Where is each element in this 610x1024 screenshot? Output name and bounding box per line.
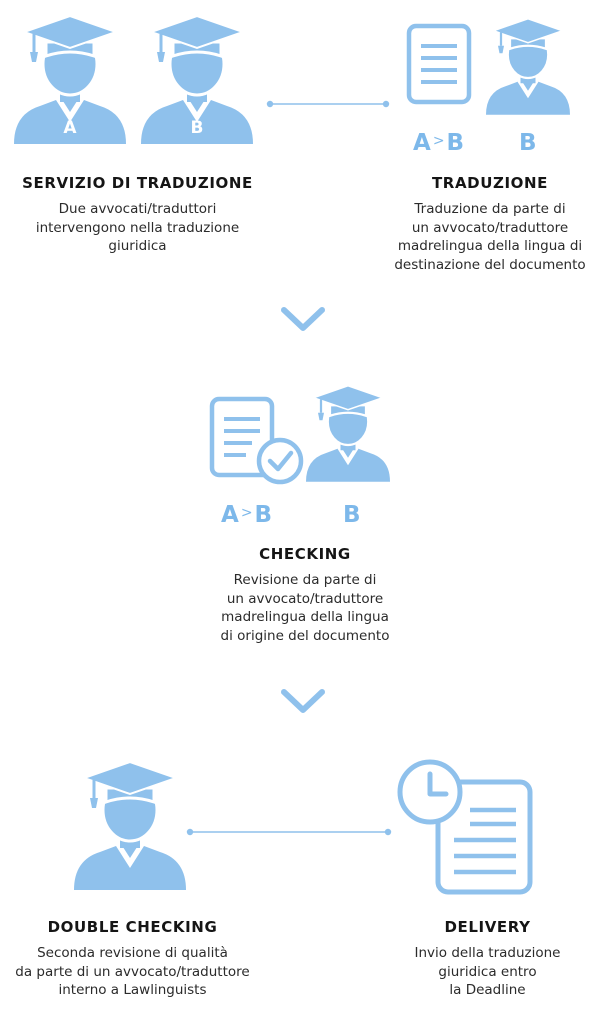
step-description-traduzione: Traduzione da parte di un avvocato/traduttore madrelingua della lingua di destinazione del documento — [394, 201, 586, 273]
language-pair-label: A >B — [221, 502, 273, 528]
document-icon — [405, 22, 475, 106]
target-language-label: B — [343, 502, 361, 528]
step-title-servizio: SERVIZIO DI TRADUZIONE — [22, 174, 253, 192]
chevron-down-icon — [280, 688, 326, 714]
graduate-icon — [70, 760, 190, 890]
connector-line — [186, 826, 392, 838]
step-description-checking: Revisione da parte di un avvocato/traduttore madrelingua della lingua di origine del documento — [220, 572, 390, 644]
step-title-double-checking: DOUBLE CHECKING — [47, 918, 218, 936]
step-description-double-checking: Seconda revisione di qualità da parte di un avvocato/traduttore interno a Lawlinguists — [15, 945, 250, 998]
target-language-label: B — [519, 130, 537, 156]
graduate-icon — [483, 16, 573, 116]
language-pair-label: A >B — [413, 130, 465, 156]
step-title-checking: CHECKING — [259, 545, 351, 563]
chevron-down-icon — [280, 306, 326, 332]
step-description-delivery: Invio della traduzione giuridica entro la Deadline — [414, 945, 561, 998]
step-description-servizio: Due avvocati/traduttori intervengono nella traduzione giuridica — [35, 201, 240, 254]
avatar-label-a: A — [63, 118, 77, 138]
avatar-label-b: B — [190, 118, 204, 138]
graduate-icon — [303, 383, 393, 483]
step-title-delivery: DELIVERY — [444, 918, 531, 936]
clock-document-icon — [396, 758, 541, 898]
connector-line — [266, 98, 390, 110]
step-title-traduzione: TRADUZIONE — [431, 174, 549, 192]
document-check-icon — [208, 395, 308, 485]
